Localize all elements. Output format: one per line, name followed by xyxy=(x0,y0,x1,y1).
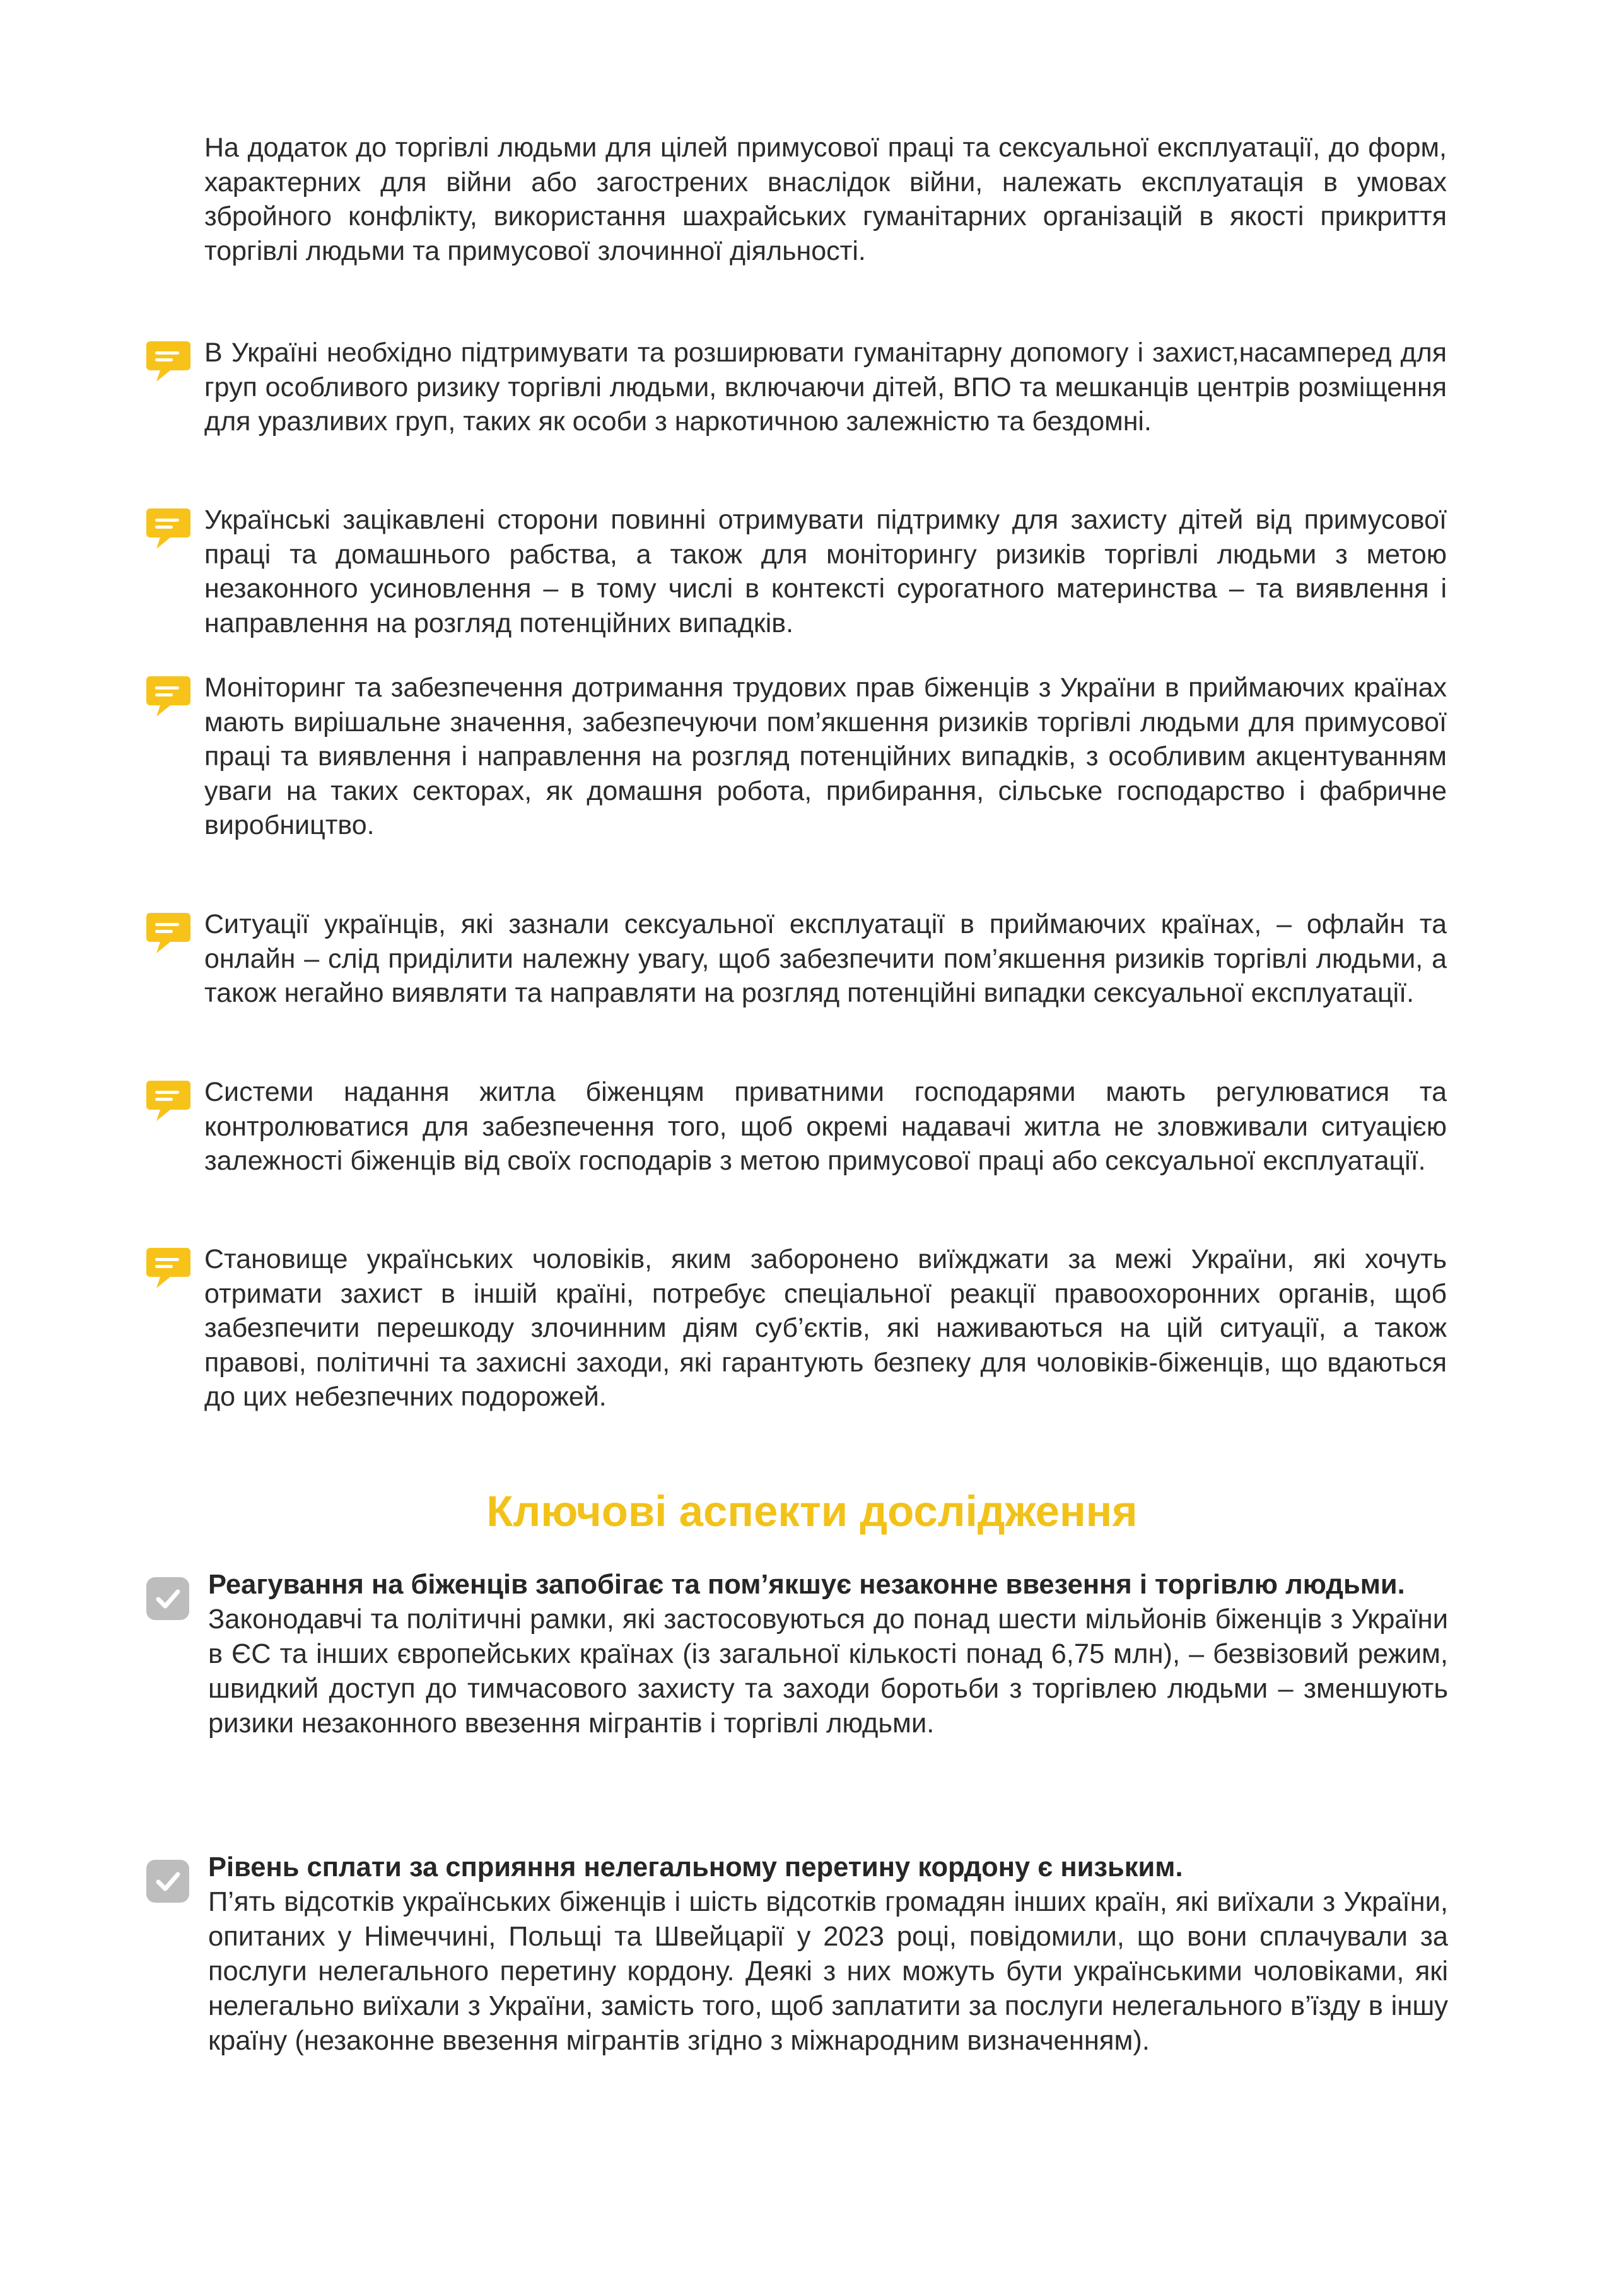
recommendation-text: В Україні необхідно підтримувати та розширювати гуманітарну допомогу і захист,насамперед для груп особливого ризику торгівлі людьми, включаючи дітей, ВПО та мешканців центрів розміщення для уразливих груп, таких як особи з наркотичною залежністю та бездомні. xyxy=(204,338,1447,437)
chat-bubble-icon xyxy=(146,508,190,550)
recommendation-text: Українські зацікавлені сторони повинні отримувати підтримку для захисту дітей від примусової праці та домашнього рабства, а також для моніторингу ризиків торгівлі людьми з метою незаконного усиновлення – в тому числі в контексті сурогатного материнства – та виявлення і направлення на розгляд потенційних випадків. xyxy=(204,505,1447,638)
finding-item xyxy=(208,1850,1448,2059)
checkbox-checked-icon xyxy=(146,1860,189,1903)
finding-body: Законодавчі та політичні рамки, які застосовуються до понад шести мільйонів біженців з України в ЄС та інших європейських країнах (із загальної кількості понад 6,75 млн), – безвізовий режим, швидкий доступ до тимчасового захисту та заходи боротьби з торгівлею людьми – зменшують ризики незаконного ввезення мігрантів і торгівлі людьми. xyxy=(208,1604,1448,1739)
checkbox-checked-icon xyxy=(146,1577,189,1620)
recommendation-item xyxy=(204,1075,1447,1178)
recommendation-text: Становище українських чоловіків, яким заборонено виїжджати за межі України, які хочуть отримати захист в іншій країні, потребує спеціальної реакції правоохоронних органів, щоб забезпечити перешкоду злочинним діям суб’єктів, які наживаються на цій ситуації, а також правові, політичні та захисні заходи, які гарантують безпеку для чоловіків-біженців, що вдаються до цих небезпечних подорожей. xyxy=(204,1244,1447,1412)
chat-bubble-icon xyxy=(146,1081,190,1122)
recommendation-item xyxy=(204,671,1447,843)
intro-paragraph: На додаток до торгівлі людьми для цілей примусової праці та сексуальної експлуатації, до форм, характерних для війни або загострених внаслідок війни, належать експлуатація в умовах збройного конфлікту, використання шахрайських гуманітарних організацій в якості прикриття торгівлі людьми та примусової злочинної діяльності. xyxy=(204,132,1447,266)
recommendation-item xyxy=(204,1242,1447,1414)
chat-bubble-icon xyxy=(146,913,190,954)
recommendation-item xyxy=(204,503,1447,640)
finding-item xyxy=(208,1568,1448,1741)
finding-title: Рівень сплати за сприяння нелегальному перетину кордону є низьким. xyxy=(208,1852,1183,1882)
intro-block xyxy=(204,131,1447,268)
finding-body: П’ять відсотків українських біженців і шість відсотків громадян інших країн, які виїхали з України, опитаних у Німеччині, Польщі та Швейцарії у 2023 році, повідомили, що вони сплачували за послуги нелегального перетину кордону. Деякі з них можуть бути українськими чоловіками, які нелегально виїхали з України, замість того, щоб заплатити за послуги нелегального в’їзду в іншу країну (незаконне ввезення мігрантів згідно з міжнародним визначенням). xyxy=(208,1887,1448,2056)
recommendation-text: Ситуації українців, які зазнали сексуальної експлуатації в приймаючих країнах, – офлайн та онлайн – слід приділити належну увагу, щоб забезпечити пом’якшення ризиків торгівлі людьми, а також негайно виявляти та направляти на розгляд потенційні випадки сексуальної експлуатації. xyxy=(204,909,1447,1008)
recommendation-text: Моніторинг та забезпечення дотримання трудових прав біженців з України в приймаючих країнах мають вирішальне значення, забезпечуючи пом’якшення ризиків торгівлі людьми для примусової праці та виявлення і направлення на розгляд потенційних випадків, з особливим акцентуванням уваги на таких секторах, як домашня робота, прибирання, сільське господарство і фабричне виробництво. xyxy=(204,673,1447,840)
chat-bubble-icon xyxy=(146,341,190,383)
section-heading: Ключові аспекти дослідження xyxy=(486,1487,1138,1536)
chat-bubble-icon xyxy=(146,1248,190,1289)
recommendation-item xyxy=(204,907,1447,1011)
recommendation-text: Системи надання житла біженцям приватними господарями мають регулюватися та контролюватися для забезпечення того, щоб окремі надавачі житла не зловживали ситуацією залежності біженців від своїх господарів з метою примусової праці або сексуальної експлуатації. xyxy=(204,1077,1447,1176)
recommendation-item xyxy=(204,336,1447,439)
finding-title: Реагування на біженців запобігає та пом’якшує незаконне ввезення і торгівлю людьми. xyxy=(208,1570,1405,1600)
chat-bubble-icon xyxy=(146,676,190,718)
